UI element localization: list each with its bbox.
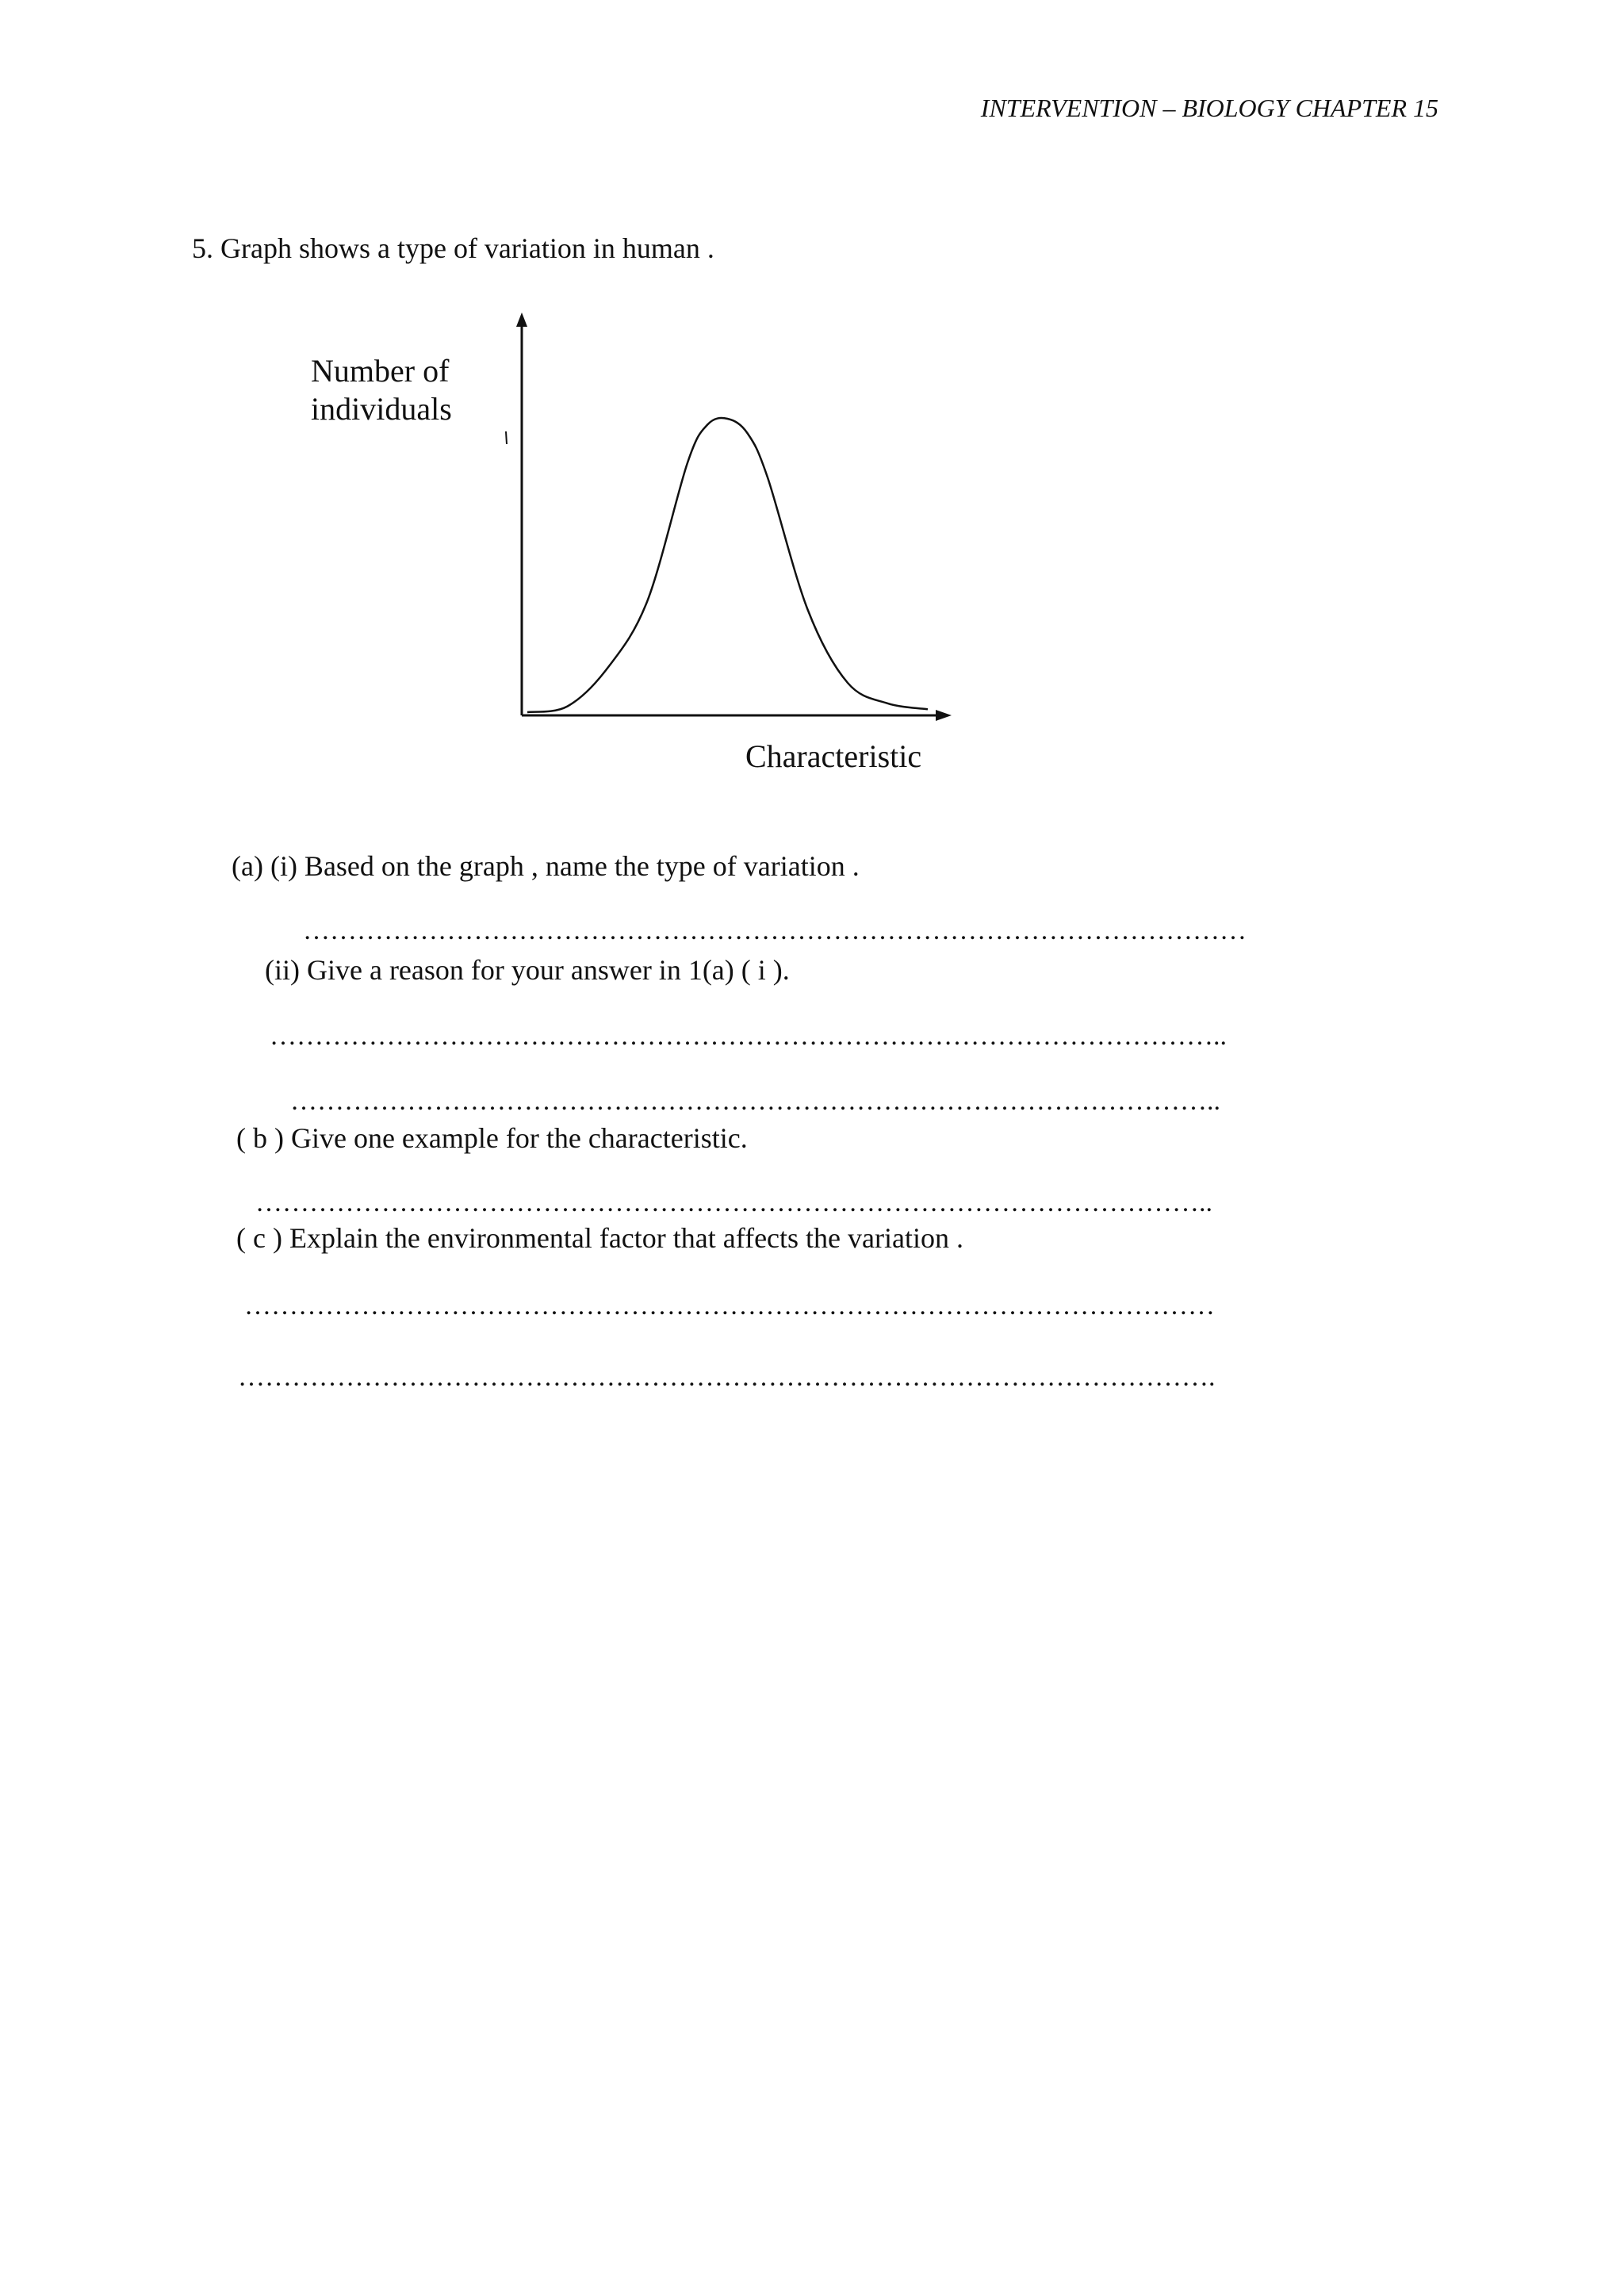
- question-a-ii: (ii) Give a reason for your answer in 1(a) ( i ).: [265, 954, 790, 986]
- question-c: ( c ) Explain the environmental factor that affects the variation .: [236, 1222, 963, 1254]
- answer-line-a-i[interactable]: ……………………………………………………………………………………………: [303, 916, 1247, 945]
- bell-curve: [527, 418, 928, 712]
- x-axis-arrow: [936, 710, 952, 721]
- answer-line-b[interactable]: ……………………………………………………………………………………………..: [255, 1188, 1212, 1217]
- x-axis-label: Characteristic: [745, 738, 922, 774]
- answer-line-c-2[interactable]: ……………………………………………………………………………………………….: [238, 1363, 1216, 1392]
- stray-mark: [506, 431, 507, 444]
- answer-line-a-ii-2[interactable]: …………………………………………………………………………………………..: [290, 1087, 1220, 1116]
- page-header: INTERVENTION – BIOLOGY CHAPTER 15: [980, 94, 1438, 122]
- y-axis-label-line-1: Number of: [311, 353, 450, 389]
- answer-line-c-1[interactable]: ………………………………………………………………………………………………: [244, 1291, 1215, 1320]
- y-axis-label-line-2: individuals: [311, 391, 452, 427]
- question-a-i: (a) (i) Based on the graph , name the type of variation .: [232, 850, 860, 882]
- answer-line-a-ii-1[interactable]: ……………………………………………………………………………………………..: [270, 1022, 1227, 1051]
- question-text: 5. Graph shows a type of variation in human .: [192, 232, 714, 264]
- question-b: ( b ) Give one example for the characteristic.: [236, 1122, 748, 1154]
- y-axis-label: [311, 352, 469, 428]
- y-axis-arrow: [516, 312, 527, 327]
